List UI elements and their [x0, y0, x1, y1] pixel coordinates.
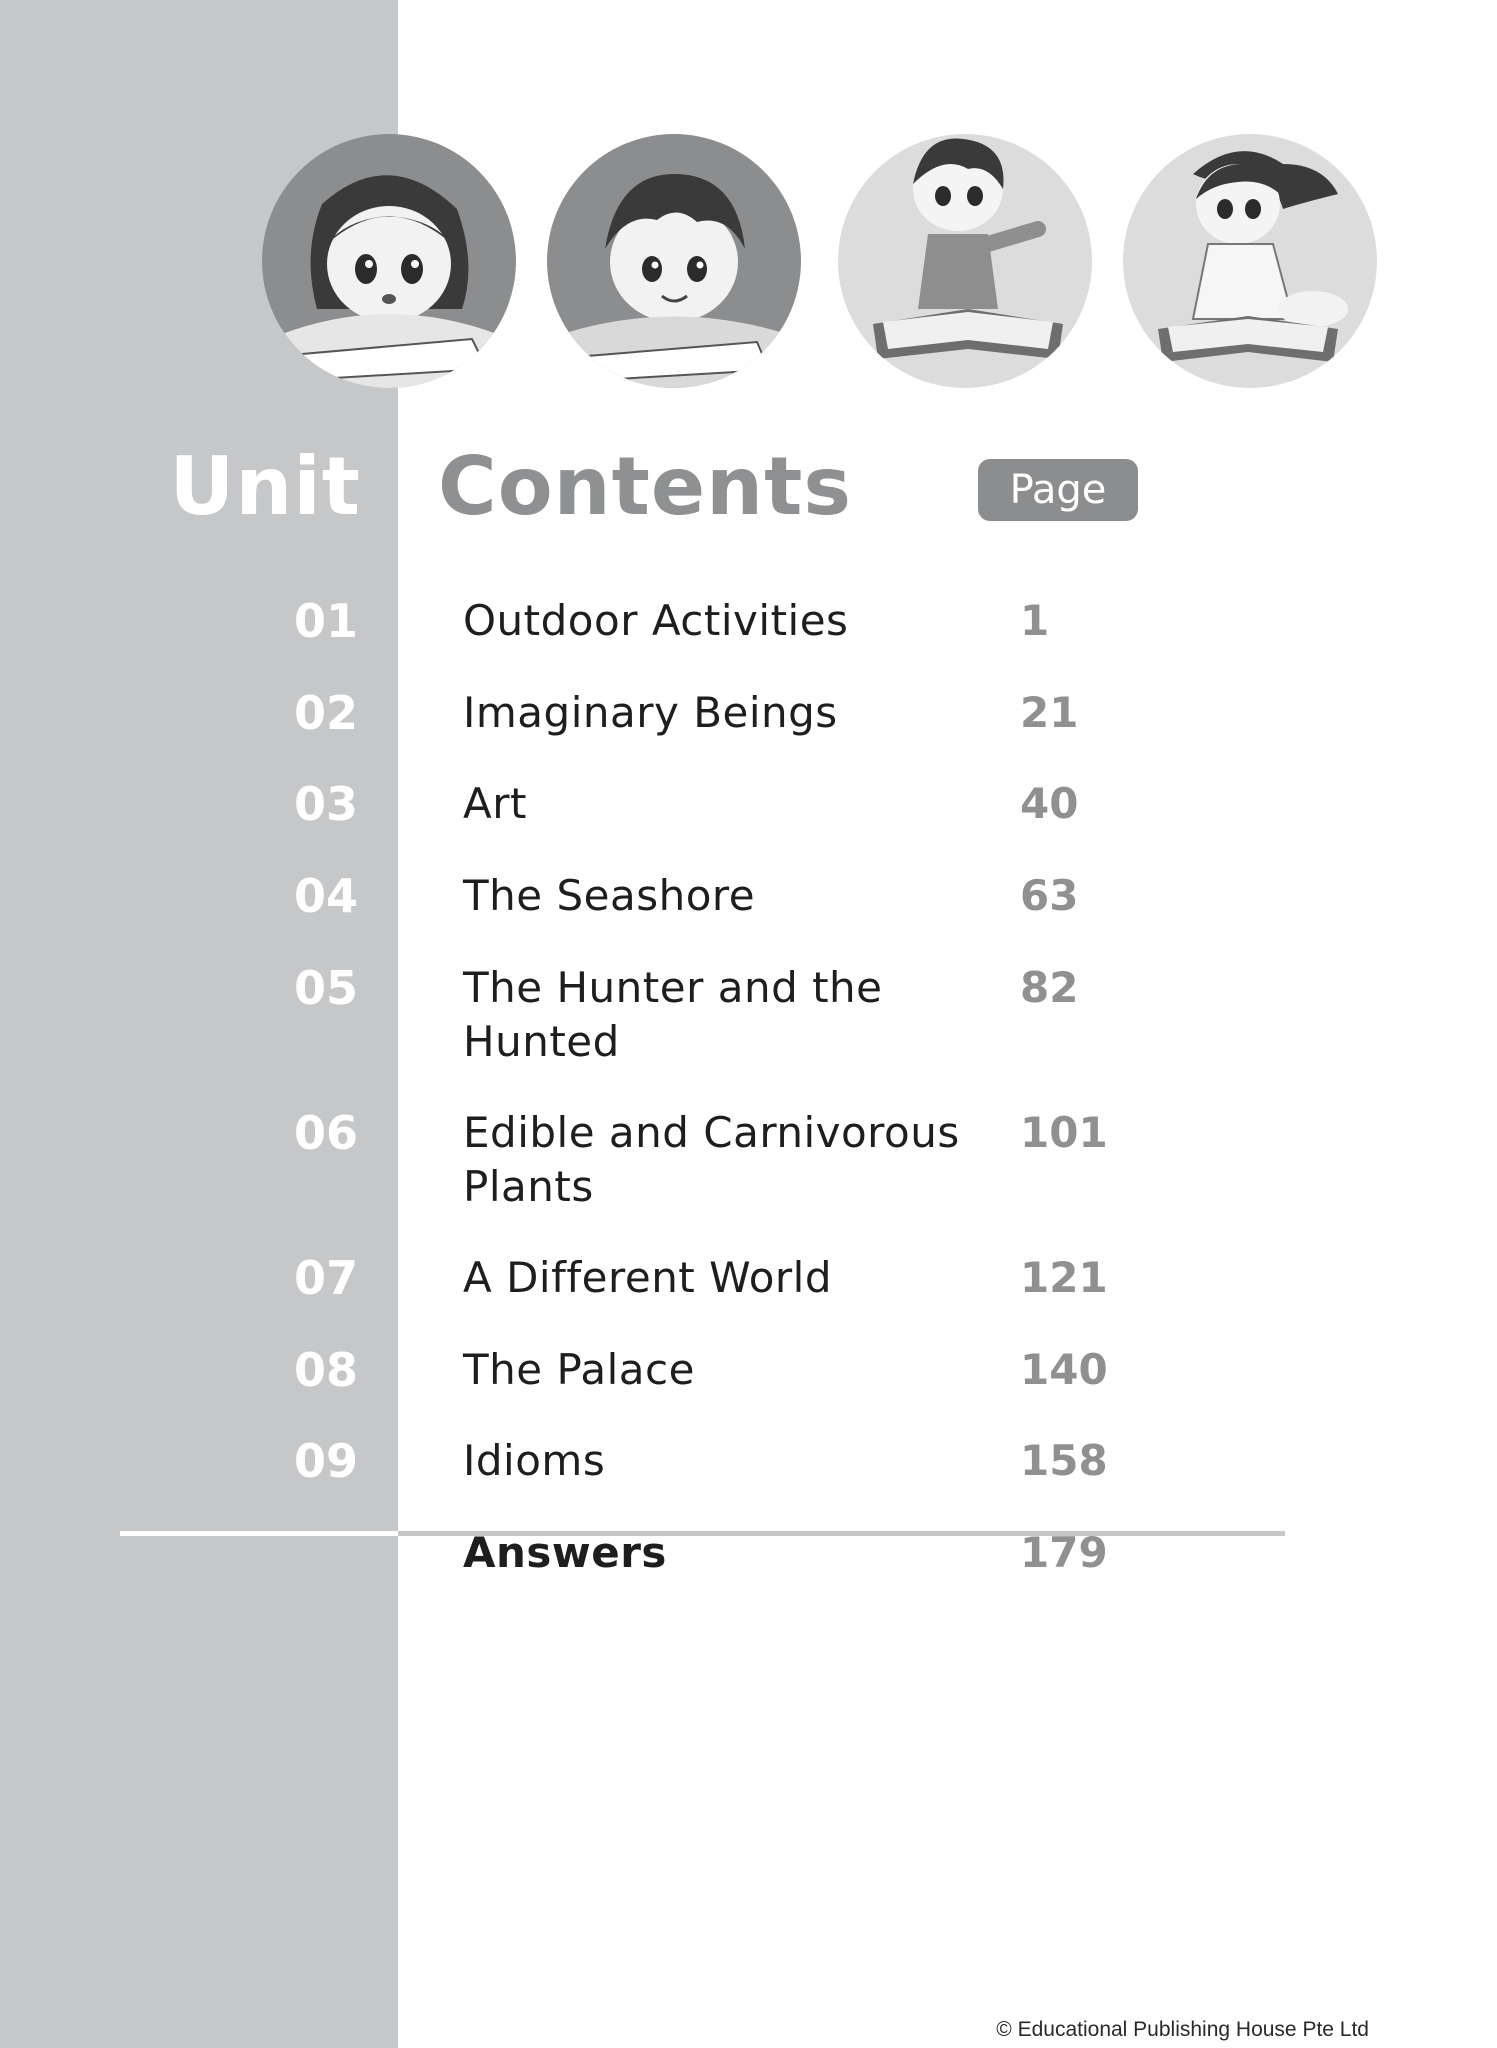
- unit-number: 05: [293, 961, 358, 1015]
- unit-number: 08: [293, 1343, 358, 1397]
- unit-title: The Palace: [463, 1345, 695, 1394]
- contents-heading: Contents: [438, 440, 852, 533]
- avatar-strip: [0, 0, 1497, 400]
- page-number: 1: [1020, 596, 1050, 645]
- unit-number: 09: [293, 1434, 358, 1488]
- page-heading-badge: Page: [978, 459, 1138, 521]
- unit-number: 06: [293, 1106, 358, 1160]
- page-number: 140: [1020, 1345, 1108, 1394]
- unit-title: A Different World: [463, 1253, 832, 1302]
- page-number: 82: [1020, 963, 1079, 1012]
- page-number: 40: [1020, 779, 1079, 828]
- unit-title: Imaginary Beings: [463, 688, 838, 737]
- unit-number: 02: [293, 686, 358, 740]
- page-number: 21: [1020, 688, 1079, 737]
- girl-reading-icon: [1123, 134, 1377, 388]
- girl-drawing-icon: [262, 134, 516, 388]
- answers-page-number: 179: [1020, 1528, 1108, 1577]
- answers-title: Answers: [463, 1528, 667, 1577]
- page-number: 121: [1020, 1253, 1108, 1302]
- unit-title: Art: [463, 779, 527, 828]
- unit-title: Idioms: [463, 1436, 606, 1485]
- unit-title: The Seashore: [463, 871, 756, 920]
- unit-number: 04: [293, 869, 358, 923]
- unit-number: 07: [293, 1251, 358, 1305]
- divider-line: [120, 1531, 398, 1536]
- boy-reading-icon: [838, 134, 1092, 388]
- unit-number: 01: [293, 594, 358, 648]
- unit-title-line-2: Hunted: [463, 1017, 620, 1066]
- unit-number: 03: [293, 777, 358, 831]
- unit-title: Edible and Carnivorous: [463, 1108, 960, 1157]
- unit-heading: Unit: [169, 440, 361, 533]
- copyright-notice: © Educational Publishing House Pte Ltd: [996, 2018, 1369, 2041]
- page-number: 101: [1020, 1108, 1108, 1157]
- unit-title: Outdoor Activities: [463, 596, 849, 645]
- boy-drawing-icon: [547, 134, 801, 388]
- unit-title: The Hunter and the: [463, 963, 883, 1012]
- page-number: 63: [1020, 871, 1079, 920]
- unit-title-line-2: Plants: [463, 1162, 594, 1211]
- page-number: 158: [1020, 1436, 1108, 1485]
